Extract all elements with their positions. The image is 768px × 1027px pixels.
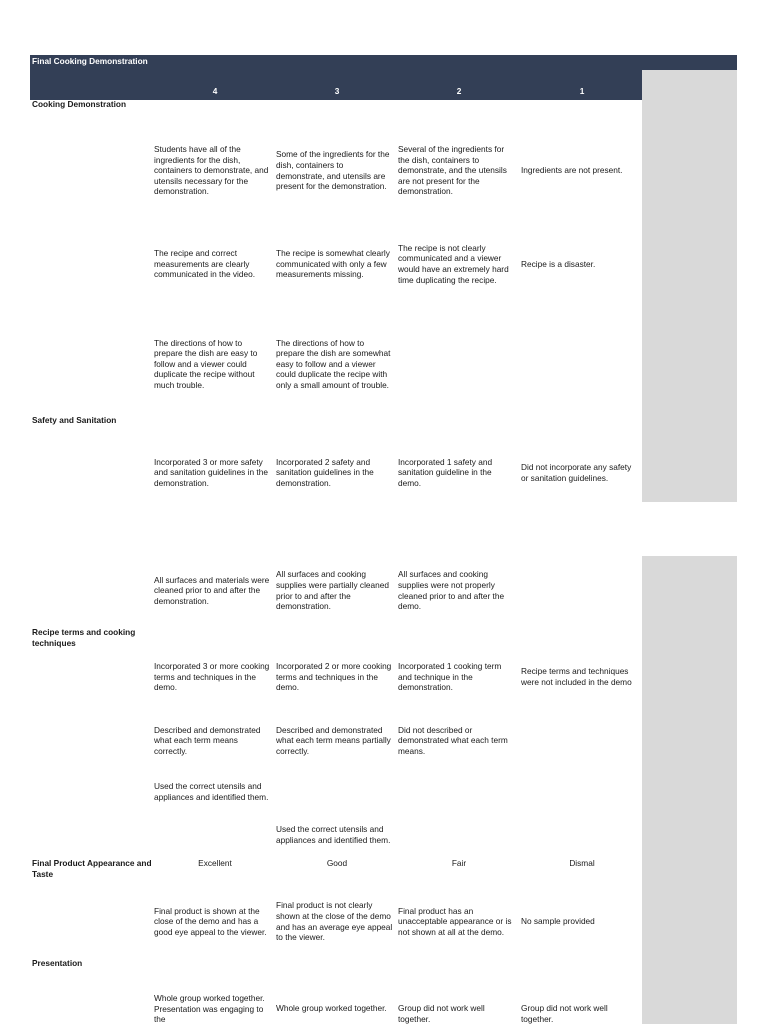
cell-guidelines-4: Incorporated 3 or more safety and sanitation guidelines in the demonstration. bbox=[154, 456, 268, 488]
level-label-good: Good bbox=[326, 858, 348, 868]
cell-surfaces-3: All surfaces and cooking supplies were partially cleaned prior to and after the demonstration. bbox=[276, 569, 389, 612]
section-final-product: Final Product Appearance and Taste bbox=[32, 858, 152, 879]
cell-ingredients-4: Students have all of the ingredients for the dish, containers to demonstrate, and utensils necessary for the demonstration. bbox=[154, 144, 269, 197]
cell-guidelines-1: Did not incorporate any safety or sanitation guidelines. bbox=[521, 461, 632, 483]
side-panel-top bbox=[642, 70, 737, 502]
cell-terms-count-3: Incorporated 2 or more cooking terms and techniques in the demo. bbox=[276, 661, 392, 693]
cell-guidelines-3: Incorporated 2 safety and sanitation guidelines in the demonstration. bbox=[276, 456, 374, 488]
cell-directions-4: The directions of how to prepare the dish are easy to follow and a viewer could duplicate the recipe without much trouble. bbox=[154, 337, 258, 390]
cell-product-4: Final product is shown at the close of the demo and has a good eye appeal to the viewer. bbox=[154, 905, 267, 937]
section-cooking-demonstration: Cooking Demonstration bbox=[32, 99, 127, 109]
cell-terms-described-2: Did not described or demonstrated what each term means. bbox=[398, 724, 508, 756]
cell-surfaces-4: All surfaces and materials were cleaned prior to and after the demonstration. bbox=[154, 574, 270, 606]
cell-presentation-4: Whole group worked together. Presentation was engaging to the bbox=[154, 993, 265, 1025]
cell-recipe-2: The recipe is not clearly communicated and a viewer would have an extremely hard time duplicating the recipe. bbox=[398, 242, 509, 285]
cell-recipe-1: Recipe is a disaster. bbox=[521, 258, 596, 269]
level-label-fair: Fair bbox=[451, 858, 467, 868]
section-safety-sanitation: Safety and Sanitation bbox=[32, 415, 117, 425]
cell-presentation-2: Group did not work well together. bbox=[398, 1003, 485, 1024]
cell-presentation-3: Whole group worked together. bbox=[276, 1003, 387, 1013]
cell-ingredients-2: Several of the ingredients for the dish, containers to demonstrate, and the utensils are not present for the demonstration. bbox=[398, 144, 507, 197]
column-header-3: 3 bbox=[334, 86, 340, 96]
section-presentation: Presentation bbox=[32, 958, 83, 968]
cell-terms-described-3: Described and demonstrated what each term means partially correctly. bbox=[276, 724, 391, 756]
cell-recipe-3: The recipe is somewhat clearly communicated with only a few measurements missing. bbox=[276, 248, 390, 280]
cell-terms-count-1: Recipe terms and techniques were not included in the demo bbox=[521, 666, 632, 687]
column-header-4: 4 bbox=[212, 86, 218, 96]
cell-terms-described-4: Described and demonstrated what each term means correctly. bbox=[154, 724, 261, 756]
column-header-1: 1 bbox=[579, 86, 585, 96]
cell-ingredients-3: Some of the ingredients for the dish, containers to demonstrate, and utensils are present for the demonstration. bbox=[276, 149, 390, 192]
level-label-excellent: Excellent bbox=[198, 858, 232, 868]
cell-product-2: Final product has an unacceptable appearance or is not shown at all at the demo. bbox=[398, 905, 512, 937]
section-recipe-terms: Recipe terms and cooking techniques bbox=[32, 627, 136, 648]
cell-surfaces-2: All surfaces and cooking supplies were not properly cleaned prior to and after the demo. bbox=[398, 569, 505, 612]
cell-terms-count-2: Incorporated 1 cooking term and technique in the demonstration. bbox=[398, 661, 502, 693]
side-panel-bottom bbox=[642, 556, 737, 1024]
cell-ingredients-1: Ingredients are not present. bbox=[521, 165, 623, 176]
cell-presentation-1: Group did not work well together. bbox=[521, 1003, 608, 1024]
cell-product-1: No sample provided bbox=[521, 916, 595, 927]
cell-utensils-3: Used the correct utensils and appliances and identified them. bbox=[276, 824, 391, 845]
cell-directions-3: The directions of how to prepare the dish are somewhat easy to follow and a viewer could duplicate the recipe with only a small amount of trouble. bbox=[276, 337, 391, 390]
level-label-dismal: Dismal bbox=[569, 858, 595, 868]
cell-terms-count-4: Incorporated 3 or more cooking terms and techniques in the demo. bbox=[154, 661, 270, 693]
cell-recipe-4: The recipe and correct measurements are clearly communicated in the video. bbox=[154, 248, 256, 280]
column-header-2: 2 bbox=[456, 86, 462, 96]
cell-product-3: Final product is not clearly shown at the close of the demo and has an average eye appeal to the viewer. bbox=[276, 900, 393, 943]
rubric-title: Final Cooking Demonstration bbox=[30, 55, 737, 70]
cell-guidelines-2: Incorporated 1 safety and sanitation guideline in the demo. bbox=[398, 456, 493, 488]
cell-utensils-4: Used the correct utensils and appliances and identified them. bbox=[154, 781, 269, 802]
